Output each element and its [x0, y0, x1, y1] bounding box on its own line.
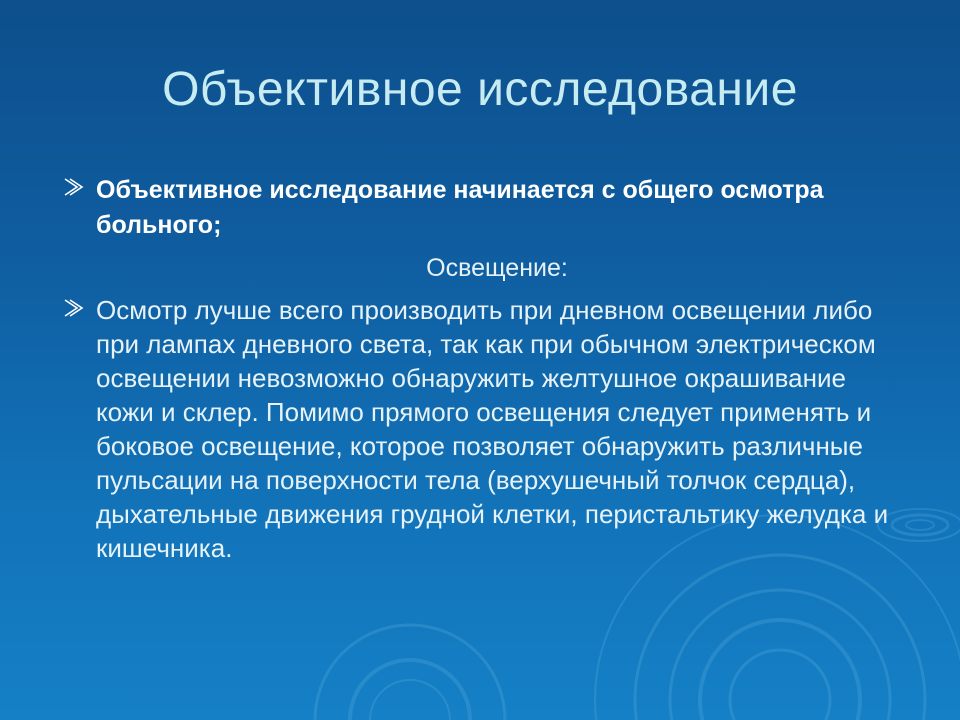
arrow-bullet-icon [62, 297, 84, 319]
slide-title: Объективное исследование [162, 63, 798, 116]
bullet-text: Осмотр лучше всего производить при дневном освещении либо при лампах дневного света, так как при обычном электрическом освещении невозможно обнаружить желтушное окрашивание кожи и склер. Помимо прямого освещения следует применять и боковое освещение, которое позволяет обнаружить различные пульсации на поверхности тела (верхушечный толчок сердца), дыхательные движения грудной клетки, перистальтику желудка и кишечника. [96, 295, 889, 563]
bullet-list [62, 172, 892, 565]
bullet-item [62, 172, 892, 242]
bullet-text: Объективное исследование начинается с общего осмотра больного; [96, 176, 824, 239]
bullet-item [62, 293, 892, 565]
arrow-bullet-icon [62, 176, 84, 198]
subheading: Освещение: [426, 254, 568, 282]
